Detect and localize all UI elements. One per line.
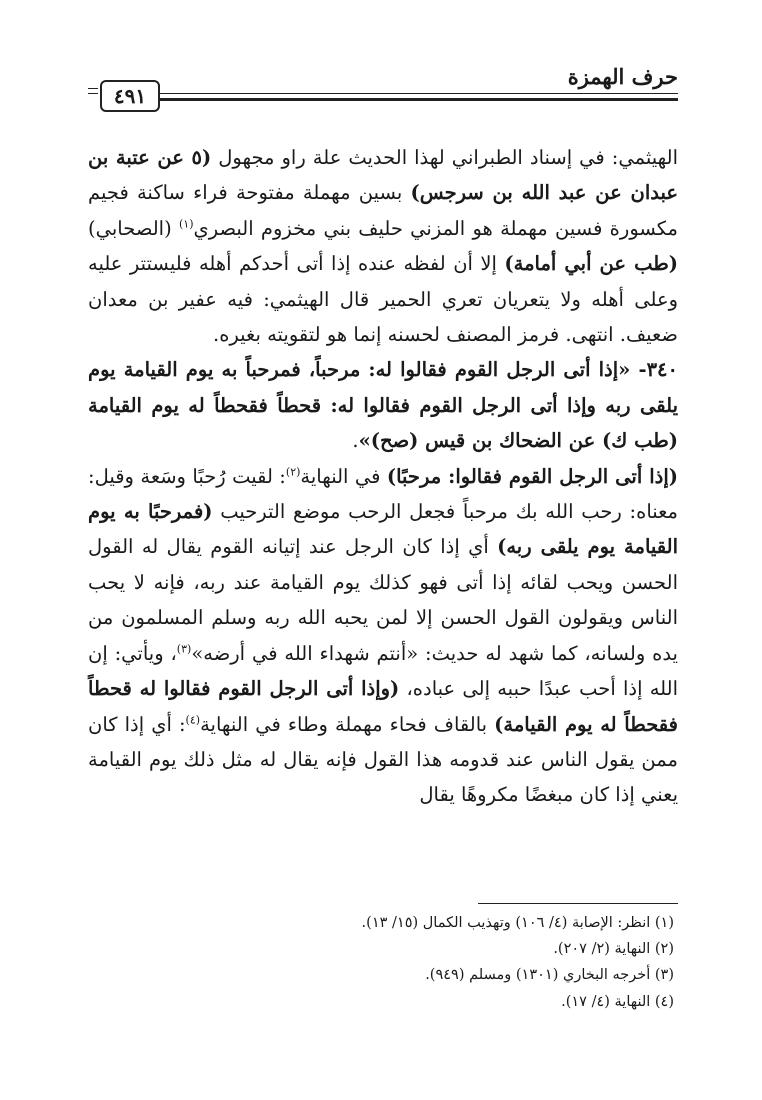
text-run: : أي إذا كان ممن يقول الناس عند قدومه هذا القول فإنه يقال له مثل ذلك يوم القيامة يعني إذا كان مبغضًا مكروهًا يقال [88, 712, 678, 807]
paragraph-commentary [88, 459, 678, 813]
text-run: : لقيت رُحبًا وسَعة وقيل: معناه: رحب الله بك مرحباً فجعل الرحب موضع الترحيب [88, 464, 678, 524]
footnote-ref[interactable]: (١) [178, 217, 194, 231]
text-run: أي إذا كان الرجل عند إتيانه القوم يقال له القول الحسن ويحب لقائه إذا أتى فهو كذلك يوم القيامة عند ربه، فإنه لا يحب الناس ويقولون القول الحسن إلا لمن يحبه الله ربه وسلم المسلمون من يده ولسانه، كما شهد له حديث: «أنتم شهداء الله في أرضه» [88, 535, 678, 665]
page-number: ٤٩١ [100, 80, 160, 112]
text-run: بسين مهملة مفتوحة فراء ساكنة فجيم مكسورة فسين مهملة هو المزني حليف بني مخزوم البصري [88, 181, 678, 240]
header-rule-thick [160, 98, 678, 101]
footnote-1: (١) انظر: الإصابة (٤/ ١٠٦) وتهذيب الكمال (١٥/ ١٣). [361, 915, 674, 931]
text-run-bold: (٥ عن عتبة بن عبدان عن عبد الله بن سرجس) [88, 146, 678, 205]
page-number-dash [88, 88, 98, 89]
page-number-dash [88, 93, 98, 94]
hadith-text: ٣٤٠- «إذا أتى الرجل القوم فقالوا له: مرحباً، فمرحباً به يوم القيامة يوم يلقى ربه وإذا أتى الرجل القوم فقالوا له: قحطاً فقحطاً له يوم القيامة (طب ك) عن الضحاك بن قيس (صح)» [88, 358, 678, 453]
text-run-bold: (وإذا أتى الرجل القوم فقالوا له قحطاً فقحطاً له يوم القيامة) [88, 677, 678, 736]
main-text [88, 140, 678, 813]
text-run: (الصحابي) [88, 216, 179, 240]
footnote-3: (٣) أخرجه البخاري (١٣٠١) ومسلم (٩٤٩). [425, 967, 674, 984]
footnote-ref[interactable]: (٤) [185, 713, 201, 726]
paragraph-hadith-340 [88, 352, 678, 458]
header-rule-thin [160, 93, 678, 94]
text-run: . [352, 429, 359, 453]
footnote-2: (٢) النهاية (٢/ ٢٠٧). [553, 941, 674, 958]
text-run: الهيثمي: في إسناد الطبراني لهذا الحديث علة راو مجهول [211, 146, 678, 169]
running-title: حرف الهمزة [567, 64, 678, 89]
footnote-4: (٤) النهاية (٤/ ١٧). [561, 993, 674, 1010]
footnote-separator [478, 903, 678, 904]
text-run-bold: (إذا أتى الرجل القوم فقالوا: مرحبًا) [386, 464, 679, 488]
paragraph-commentary-end [88, 140, 678, 352]
text-run-bold: (طب عن أبي أمامة) [504, 252, 678, 276]
page-header [88, 62, 678, 106]
footnote-ref[interactable]: (٣) [176, 642, 192, 656]
text-run: بالقاف فحاء مهملة وطاء في النهاية [200, 712, 495, 736]
text-run: ، ويأتي: إن الله إذا أحب عبدًا حببه إلى عباده، [88, 641, 678, 701]
text-run: في النهاية [300, 464, 387, 488]
text-run-bold: (فمرحبًا به يوم القيامة يوم يلقى ربه) [88, 500, 678, 559]
footnotes [84, 910, 674, 1015]
footnote-ref[interactable]: (٢) [285, 465, 301, 479]
text-run: إلا أن لفظه عنده إذا أتى أحدكم أهله فليستتر عليه وعلى أهله ولا يتعريان تعري الحمير قال الهيثمي: فيه عفير بن معدان ضعيف. انتهى. فرمز المصنف لحسنه إنما هو لتقويته بغيره. [88, 252, 678, 347]
